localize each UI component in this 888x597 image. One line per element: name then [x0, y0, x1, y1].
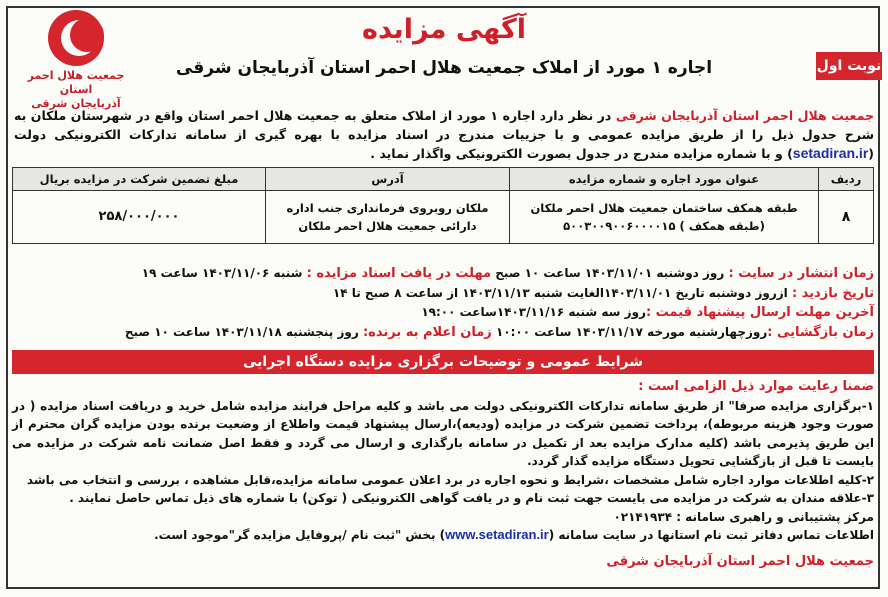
conditions-section-title: شرایط عمومی و توضیحات برگزاری مزایده دستگاه اجرایی	[12, 350, 874, 374]
offices-text-2: ) بخش "ثبت نام /پروفایل مزایده گر"موجود است.	[154, 528, 446, 542]
logo-caption	[12, 69, 140, 111]
opening-label: زمان بازگشایی :	[767, 324, 874, 340]
header-row-no: ردیف	[819, 168, 874, 191]
support-line: مرکز پشتیبانی و راهبری سامانه : ۰۲۱۴۱۹۳۴	[613, 509, 874, 524]
publish-text: روز دوشنبه ۱۴۰۳/۱۱/۰۱ ساعت ۱۰ صبح	[491, 266, 729, 280]
logo-caption-line2: آذربایجان شرقی	[31, 97, 121, 110]
cell-address	[266, 191, 510, 244]
round-badge: نوبت اول	[816, 52, 882, 80]
deadline-text: شنبه ۱۴۰۳/۱۱/۰۶ ساعت ۱۹	[141, 266, 307, 280]
logo	[12, 10, 140, 110]
header-address: آدرس	[266, 168, 510, 191]
offices-line	[12, 526, 874, 545]
bid-label: آخرین مهلت ارسال پیشنهاد قیمت :	[645, 305, 874, 320]
winner-text: روز پنجشنبه ۱۴۰۳/۱۱/۱۸ ساعت ۱۰ صبح	[124, 324, 363, 339]
header-title: عنوان مورد اجاره و شماره مزایده	[510, 168, 819, 191]
intro-org: جمعیت هلال احمر استان آذربایجان شرقی	[615, 108, 874, 123]
logo-caption-line1: جمعیت هلال احمر استان	[27, 69, 125, 96]
schedule-opening-line	[12, 323, 874, 343]
red-crescent-icon	[48, 10, 104, 66]
intro-site-link[interactable]: setadiran.ir	[792, 145, 869, 161]
publish-label: زمان انتشار در سایت :	[728, 266, 874, 281]
table-header-row	[13, 168, 874, 191]
cell-deposit: ۲۵۸/۰۰۰/۰۰۰	[13, 191, 266, 244]
footer-org: جمعیت هلال احمر استان آذربایجان شرقی	[606, 554, 874, 569]
winner-label: زمان اعلام به برنده:	[362, 324, 492, 340]
intro-text-1: در نظر دارد اجاره ۱ مورد از املاک متعلق به جمعیت هلال احمر استان واقع در شهرستان ملکان به شرح جدول ذیل را از طریق مزایده عمومی و با جزییات مندرج در اسناد مزایده با بهره گیری از سامانه تدارکات الکترونیکی دولت (	[14, 108, 874, 161]
schedule-bid-line	[12, 303, 874, 323]
condition-item-2: ۲-کلیه اطلاعات موارد اجاره شامل مشخصات ،شرایط و نحوه اجاره در برد اعلان عمومی سامانه مزایده،قابل مشاهده ، بررسی و انتخاب می باشد	[26, 472, 874, 487]
table-row	[13, 191, 874, 244]
cell-title-line1: طبقه همکف ساختمان جمعیت هلال احمر ملکان	[530, 201, 798, 215]
deadline-label: مهلت در یافت اسناد مزایده :	[306, 266, 492, 281]
condition-item-1: ۱-برگزاری مزایده صرفا" از طریق سامانه تدارکات الکترونیکی دولت می باشد و کلیه مراحل فرایند مزایده شامل خرید و دریافت اسناد مزایده ( در صورت وجود هزینه مربوطه)، پرداخت تضمین شرکت در مزایده (ودیعه)،ارسال پیشنهاد قیمت واطلاع از وضعیت برنده بودن مزایده گران محترم از این طریق پذیرمی باشد (کلیه مدارک مزایده بعد از تکمیل در سامانه بارگذاری و ارسال می گردد و فقط اصل ضمانت نامه شرکت در مزایده می بایست تا قبل از بازگشایی تحویل دستگاه مزایده گذار گردد.	[12, 398, 874, 468]
schedule-visit-line	[12, 284, 874, 304]
conditions-block	[12, 378, 874, 545]
cell-row-no: ۸	[819, 191, 874, 244]
intro-paragraph	[14, 106, 874, 163]
offices-text-1: اطلاعات تماس دفاتر ثبت نام استانها در سایت سامانه (	[548, 528, 874, 542]
cell-address-line1: ملکان روبروی فرمانداری جنب اداره	[286, 201, 489, 215]
page-title: آگهی مزایده	[362, 14, 526, 45]
bid-text: روز سه شنبه ۱۴۰۳/۱۱/۱۶ساعت ۱۹:۰۰	[421, 305, 646, 319]
page-subtitle: اجاره ۱ مورد از املاک جمعیت هلال احمر استان آذربایجان شرقی	[175, 58, 713, 78]
opening-text: روزچهارشنبه مورخه ۱۴۰۳/۱۱/۱۷ ساعت ۱۰:۰۰	[491, 324, 768, 339]
auction-items-table	[12, 167, 874, 244]
cell-title	[510, 191, 819, 244]
schedule-block	[12, 264, 874, 342]
conditions-lead: ضمنا رعایت موارد ذیل الزامی است :	[638, 379, 874, 394]
visit-label: تاریخ بازدید :	[791, 285, 874, 301]
offices-site-link[interactable]: www.setadiran.ir	[445, 527, 549, 542]
intro-text-2: ) و با شماره مزایده مندرج در جدول بصورت الکترونیکی واگذار نماید .	[370, 146, 793, 161]
condition-item-3: ۳-علاقه مندان به شرکت در مزایده می بایست جهت ثبت نام و در یافت گواهی الکترونیکی ( توکن) با شماره های ذیل تماس حاصل نمایند .	[69, 491, 874, 505]
visit-text: ازروز دوشنبه تاریخ ۱۴۰۳/۱۱/۰۱الغایت شنبه ۱۴۰۳/۱۱/۱۳ از ساعت ۸ صبح تا ۱۴	[332, 285, 792, 300]
header-deposit: مبلغ تضمین شرکت در مزایده بریال	[13, 168, 266, 191]
cell-title-line2: (طبقه همکف ) ۵۰۰۳۰۰۹۰۰۶۰۰۰۰۱۵	[563, 219, 765, 233]
cell-address-line2: دارائی جمعیت هلال احمر ملکان	[298, 219, 477, 233]
schedule-publish-line	[12, 264, 874, 284]
